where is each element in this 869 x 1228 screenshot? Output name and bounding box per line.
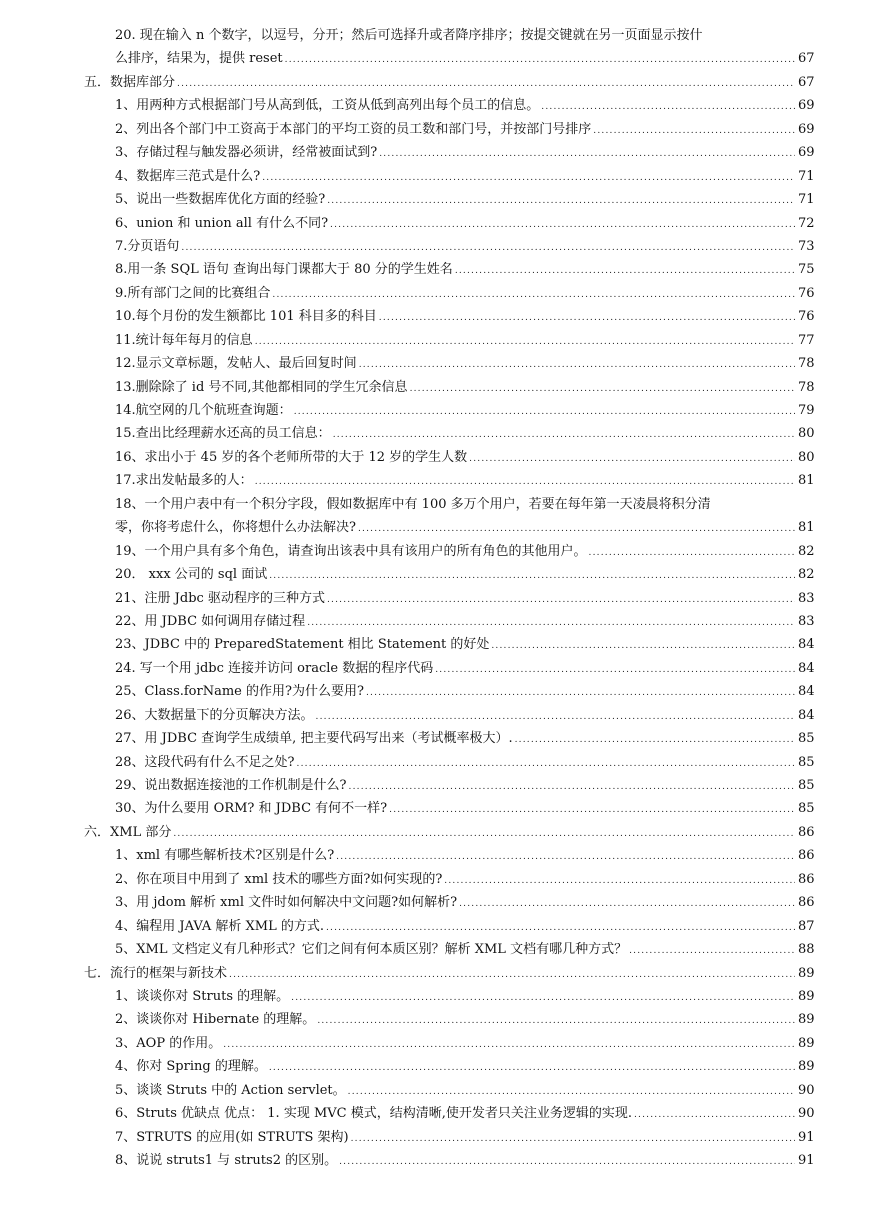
toc-dot-leader bbox=[349, 776, 795, 799]
toc-entry[interactable] bbox=[84, 1079, 814, 1102]
toc-entry[interactable] bbox=[84, 1008, 814, 1031]
toc-dot-leader bbox=[410, 378, 795, 401]
toc-entry[interactable] bbox=[84, 633, 814, 656]
toc-dot-leader bbox=[379, 307, 795, 330]
toc-entry-title: 10.每个月份的发生额都比 101 科目多的科目 bbox=[115, 309, 377, 325]
toc-entry-title: 8、说说 struts1 与 struts2 的区别。 bbox=[115, 1153, 338, 1168]
toc-entry[interactable] bbox=[84, 868, 814, 891]
toc-entry[interactable] bbox=[84, 305, 814, 328]
toc-entry[interactable] bbox=[84, 422, 814, 445]
toc-entry-title: 17.求出发帖最多的人： bbox=[115, 473, 253, 489]
toc-section-entry[interactable] bbox=[84, 821, 814, 844]
toc-entry[interactable] bbox=[84, 352, 814, 375]
toc-page-number: 67 bbox=[798, 51, 815, 67]
toc-page-number: 91 bbox=[798, 1129, 815, 1145]
toc-page-number: 76 bbox=[798, 309, 815, 325]
toc-page-number: 90 bbox=[798, 1082, 815, 1098]
toc-entry[interactable] bbox=[84, 516, 814, 539]
toc-entry[interactable] bbox=[84, 563, 814, 586]
toc-entry-title: 23、JDBC 中的 PreparedStatement 相比 Statement 的好处 bbox=[115, 637, 490, 653]
toc-entry[interactable] bbox=[84, 587, 814, 610]
toc-entry[interactable] bbox=[84, 399, 814, 422]
toc-dot-leader bbox=[379, 143, 795, 166]
toc-dot-leader bbox=[317, 1010, 795, 1033]
toc-page-number: 86 bbox=[798, 871, 815, 887]
toc-entry-title: 2、你在项目中用到了 xml 技术的哪些方面?如何实现的? bbox=[115, 871, 443, 887]
toc-entry[interactable] bbox=[84, 212, 814, 235]
toc-entry-title: 3、存储过程与触发器必须讲，经常被面试到? bbox=[115, 145, 378, 161]
toc-dot-leader bbox=[541, 96, 795, 119]
toc-page-number: 82 bbox=[798, 543, 815, 559]
toc-page-number: 67 bbox=[798, 74, 815, 90]
toc-page-number: 89 bbox=[798, 1012, 815, 1028]
toc-dot-leader bbox=[339, 1151, 795, 1174]
toc-entry-title: 21、注册 Jdbc 驱动程序的三种方式 bbox=[115, 590, 325, 606]
toc-page-number: 71 bbox=[798, 168, 815, 184]
toc-entry-title: 24. 写一个用 jdbc 连接并访问 oracle 数据的程序代码 bbox=[115, 660, 434, 676]
toc-section-entry[interactable] bbox=[84, 71, 814, 94]
toc-dot-leader bbox=[389, 799, 795, 822]
toc-dot-leader bbox=[177, 73, 795, 96]
toc-dot-leader bbox=[348, 1081, 795, 1104]
toc-entry-title: 27、用 JDBC 查询学生成绩单, 把主要代码写出来（考试概率极大）. bbox=[115, 731, 513, 747]
toc-entry[interactable] bbox=[84, 493, 814, 516]
toc-entry-title: 5、说出一些数据库优化方面的经验? bbox=[115, 192, 326, 208]
toc-entry[interactable] bbox=[84, 938, 814, 961]
toc-entry[interactable] bbox=[84, 141, 814, 164]
toc-dot-leader bbox=[469, 448, 795, 471]
toc-entry-title: 18、一个用户表中有一个积分字段，假如数据库中有 100 多万个用户，若要在每年第一天凌晨将积分清 bbox=[115, 496, 711, 512]
toc-dot-leader bbox=[358, 518, 795, 541]
toc-entry[interactable] bbox=[84, 751, 814, 774]
toc-dot-leader bbox=[255, 331, 795, 354]
toc-entry-title: 5、谈谈 Struts 中的 Action servlet。 bbox=[115, 1082, 346, 1098]
toc-entry[interactable] bbox=[84, 985, 814, 1008]
toc-page-number: 85 bbox=[798, 731, 815, 747]
toc-entry-title: 8.用一条 SQL 语句 查询出每门课都大于 80 分的学生姓名 bbox=[115, 262, 453, 278]
toc-dot-leader bbox=[366, 682, 795, 705]
toc-page-number: 86 bbox=[798, 824, 815, 840]
toc-entry[interactable] bbox=[84, 118, 814, 141]
toc-dot-leader bbox=[327, 589, 795, 612]
toc-page-number: 89 bbox=[798, 1059, 815, 1075]
toc-entry[interactable] bbox=[84, 891, 814, 914]
toc-section-entry[interactable] bbox=[84, 962, 814, 985]
toc-entry-title: 6、Struts 优缺点 优点： 1. 实现 MVC 模式，结构清晰,使开发者只关注业务逻辑的实现. bbox=[115, 1106, 632, 1122]
toc-dot-leader bbox=[333, 424, 795, 447]
toc-entry-title: 12.显示文章标题，发帖人、最后回复时间 bbox=[115, 356, 357, 372]
toc-entry-title: 七．流行的框架与新技术 bbox=[84, 965, 228, 981]
toc-page-number: 78 bbox=[798, 356, 815, 372]
toc-entry[interactable] bbox=[84, 610, 814, 633]
toc-page-number: 83 bbox=[798, 613, 815, 629]
toc-page-number: 89 bbox=[798, 1035, 815, 1051]
toc-dot-leader bbox=[181, 237, 795, 260]
toc-entry-title: 14.航空网的几个航班查询题： bbox=[115, 403, 292, 418]
toc-entry-title: 六．XML 部分 bbox=[84, 824, 172, 840]
toc-entry-title: 26、大数据量下的分页解决方法。 bbox=[115, 707, 314, 723]
toc-entry-title: 5、XML 文档定义有几种形式？它们之间有何本质区别？解析 XML 文档有哪几种方式？ bbox=[115, 942, 628, 958]
toc-entry[interactable] bbox=[84, 1126, 814, 1149]
toc-entry-title: 16、求出小于 45 岁的各个老师所带的大于 12 岁的学生人数 bbox=[115, 449, 468, 465]
toc-dot-leader bbox=[455, 260, 795, 283]
toc-page-number: 69 bbox=[798, 121, 815, 137]
toc-entry[interactable] bbox=[84, 1102, 814, 1125]
toc-entry[interactable] bbox=[84, 94, 814, 117]
toc-entry[interactable] bbox=[84, 540, 814, 563]
toc-entry-title: 19、一个用户具有多个角色，请查询出该表中具有该用户的所有角色的其他用户。 bbox=[115, 543, 587, 559]
toc-entry[interactable] bbox=[84, 469, 814, 492]
toc-page-number: 69 bbox=[798, 98, 815, 114]
toc-entry-title: 20. 现在输入 n 个数字，以逗号，分开；然后可选择升或者降序排序；按提交键就在另一页面显示按什 bbox=[115, 28, 703, 43]
toc-dot-leader bbox=[269, 565, 795, 588]
toc-page-number: 84 bbox=[798, 637, 815, 653]
toc-page-number: 91 bbox=[798, 1153, 815, 1168]
toc-entry-title: 么排序，结果为，提供 reset bbox=[115, 51, 283, 67]
toc-entry-title: 7、STRUTS 的应用(如 STRUTS 架构) bbox=[115, 1129, 349, 1145]
toc-page-number: 90 bbox=[798, 1106, 815, 1122]
toc-entry-title: 3、用 jdom 解析 xml 文件时如何解决中文问题?如何解析? bbox=[115, 895, 458, 911]
toc-dot-leader bbox=[327, 190, 795, 213]
toc-entry[interactable] bbox=[84, 657, 814, 680]
toc-page-number: 85 bbox=[798, 754, 815, 770]
toc-page-number: 87 bbox=[798, 918, 815, 934]
toc-page-number: 79 bbox=[798, 403, 815, 418]
toc-dot-leader bbox=[330, 214, 795, 237]
toc-page-number: 86 bbox=[798, 895, 815, 911]
toc-entry[interactable] bbox=[84, 376, 814, 399]
toc-entry-title: 1、xml 有哪些解析技术?区别是什么? bbox=[115, 848, 335, 864]
toc-entry[interactable] bbox=[84, 235, 814, 258]
toc-entry-title: 1、用两种方式根据部门号从高到低，工资从低到高列出每个员工的信息。 bbox=[115, 98, 540, 114]
toc-dot-leader bbox=[589, 542, 795, 565]
toc-dot-leader bbox=[444, 870, 795, 893]
toc-entry[interactable] bbox=[84, 165, 814, 188]
toc-entry[interactable] bbox=[84, 1149, 814, 1172]
toc-dot-leader bbox=[291, 987, 795, 1010]
toc-entry-title: 五．数据库部分 bbox=[84, 74, 176, 90]
toc-page-number: 72 bbox=[798, 215, 815, 231]
toc-dot-leader bbox=[326, 917, 795, 940]
toc-entry[interactable] bbox=[84, 774, 814, 797]
toc-entry[interactable] bbox=[84, 727, 814, 750]
toc-dot-leader bbox=[593, 120, 795, 143]
toc-dot-leader bbox=[262, 167, 795, 190]
toc-entry[interactable] bbox=[84, 704, 814, 727]
toc-entry[interactable] bbox=[84, 282, 814, 305]
toc-entry-title: 4、你对 Spring 的理解。 bbox=[115, 1059, 267, 1075]
toc-dot-leader bbox=[336, 846, 795, 869]
toc-entry-title: 2、列出各个部门中工资高于本部门的平均工资的员工数和部门号，并按部门号排序 bbox=[115, 121, 592, 137]
toc-dot-leader bbox=[173, 823, 795, 846]
toc-dot-leader bbox=[269, 1057, 795, 1080]
toc-dot-leader bbox=[515, 729, 795, 752]
toc-entry[interactable] bbox=[84, 1032, 814, 1055]
toc-page-number: 89 bbox=[798, 988, 815, 1004]
toc-page-number: 80 bbox=[798, 449, 815, 465]
toc-page-number: 75 bbox=[798, 262, 815, 278]
toc-dot-leader bbox=[459, 893, 795, 916]
toc-entry[interactable] bbox=[84, 329, 814, 352]
toc-dot-leader bbox=[629, 940, 795, 963]
toc-page-number: 85 bbox=[798, 801, 815, 817]
toc-dot-leader bbox=[272, 284, 795, 307]
toc-dot-leader bbox=[223, 1034, 795, 1057]
toc-page-number: 89 bbox=[798, 965, 815, 981]
table-of-contents bbox=[84, 24, 814, 1172]
toc-entry-title: 22、用 JDBC 如何调用存储过程 bbox=[115, 613, 306, 629]
toc-entry[interactable] bbox=[84, 24, 814, 47]
toc-page-number: 84 bbox=[798, 684, 815, 700]
toc-dot-leader bbox=[307, 612, 795, 635]
toc-dot-leader bbox=[297, 753, 795, 776]
toc-page-number: 84 bbox=[798, 707, 815, 723]
toc-entry-title: 1、谈谈你对 Struts 的理解。 bbox=[115, 988, 290, 1004]
toc-dot-leader bbox=[351, 1128, 795, 1151]
toc-entry-title: 29、说出数据连接池的工作机制是什么? bbox=[115, 778, 347, 793]
toc-page-number: 76 bbox=[798, 285, 815, 301]
toc-page-number: 69 bbox=[798, 145, 815, 161]
toc-entry[interactable] bbox=[84, 446, 814, 469]
toc-page-number: 78 bbox=[798, 379, 815, 395]
toc-dot-leader bbox=[634, 1104, 795, 1127]
toc-entry-title: 9.所有部门之间的比赛组合 bbox=[115, 285, 271, 301]
toc-page-number: 71 bbox=[798, 192, 815, 208]
toc-entry-title: 28、这段代码有什么不足之处? bbox=[115, 754, 295, 770]
toc-dot-leader bbox=[316, 706, 795, 729]
toc-entry-title: 15.查出比经理薪水还高的员工信息： bbox=[115, 426, 331, 442]
toc-page-number: 77 bbox=[798, 332, 815, 348]
toc-page-number: 82 bbox=[798, 567, 815, 583]
toc-entry-title: 7.分页语句 bbox=[115, 238, 180, 254]
toc-entry-title: 13.删除除了 id 号不同,其他都相同的学生冗余信息 bbox=[115, 379, 408, 395]
toc-dot-leader bbox=[359, 354, 795, 377]
toc-page-number: 88 bbox=[798, 942, 815, 958]
toc-entry-title: 2、谈谈你对 Hibernate 的理解。 bbox=[115, 1012, 316, 1028]
toc-entry-title: 4、数据库三范式是什么? bbox=[115, 168, 261, 184]
toc-entry[interactable] bbox=[84, 844, 814, 867]
toc-dot-leader bbox=[229, 964, 795, 987]
toc-dot-leader bbox=[255, 471, 795, 494]
toc-entry[interactable] bbox=[84, 1055, 814, 1078]
toc-entry-title: 11.统计每年每月的信息 bbox=[115, 332, 253, 348]
toc-dot-leader bbox=[491, 635, 795, 658]
toc-page-number: 84 bbox=[798, 660, 815, 676]
toc-entry[interactable] bbox=[84, 915, 814, 938]
toc-entry-title: 20． xxx 公司的 sql 面试 bbox=[115, 567, 268, 583]
toc-entry[interactable] bbox=[84, 47, 814, 70]
toc-entry-title: 零，你将考虑什么，你将想什么办法解决? bbox=[115, 520, 356, 536]
toc-page-number: 85 bbox=[798, 778, 815, 793]
toc-page-number: 81 bbox=[798, 473, 815, 489]
toc-page-number: 86 bbox=[798, 848, 815, 864]
toc-entry[interactable] bbox=[84, 258, 814, 281]
toc-entry-title: 4、编程用 JAVA 解析 XML 的方式. bbox=[115, 918, 324, 934]
toc-entry[interactable] bbox=[84, 680, 814, 703]
toc-entry-title: 25、Class.forName 的作用?为什么要用? bbox=[115, 684, 364, 700]
toc-entry-title: 30、为什么要用 ORM? 和 JDBC 有何不一样? bbox=[115, 801, 388, 817]
toc-dot-leader bbox=[435, 659, 795, 682]
toc-page-number: 81 bbox=[798, 520, 815, 536]
toc-page-number: 73 bbox=[798, 238, 815, 254]
toc-entry-title: 3、AOP 的作用。 bbox=[115, 1035, 222, 1051]
toc-dot-leader bbox=[294, 401, 795, 424]
toc-page-number: 80 bbox=[798, 426, 815, 442]
toc-entry[interactable] bbox=[84, 188, 814, 211]
toc-entry[interactable] bbox=[84, 797, 814, 820]
toc-page-number: 83 bbox=[798, 590, 815, 606]
toc-entry-title: 6、union 和 union all 有什么不同? bbox=[115, 215, 329, 231]
toc-dot-leader bbox=[285, 49, 795, 72]
